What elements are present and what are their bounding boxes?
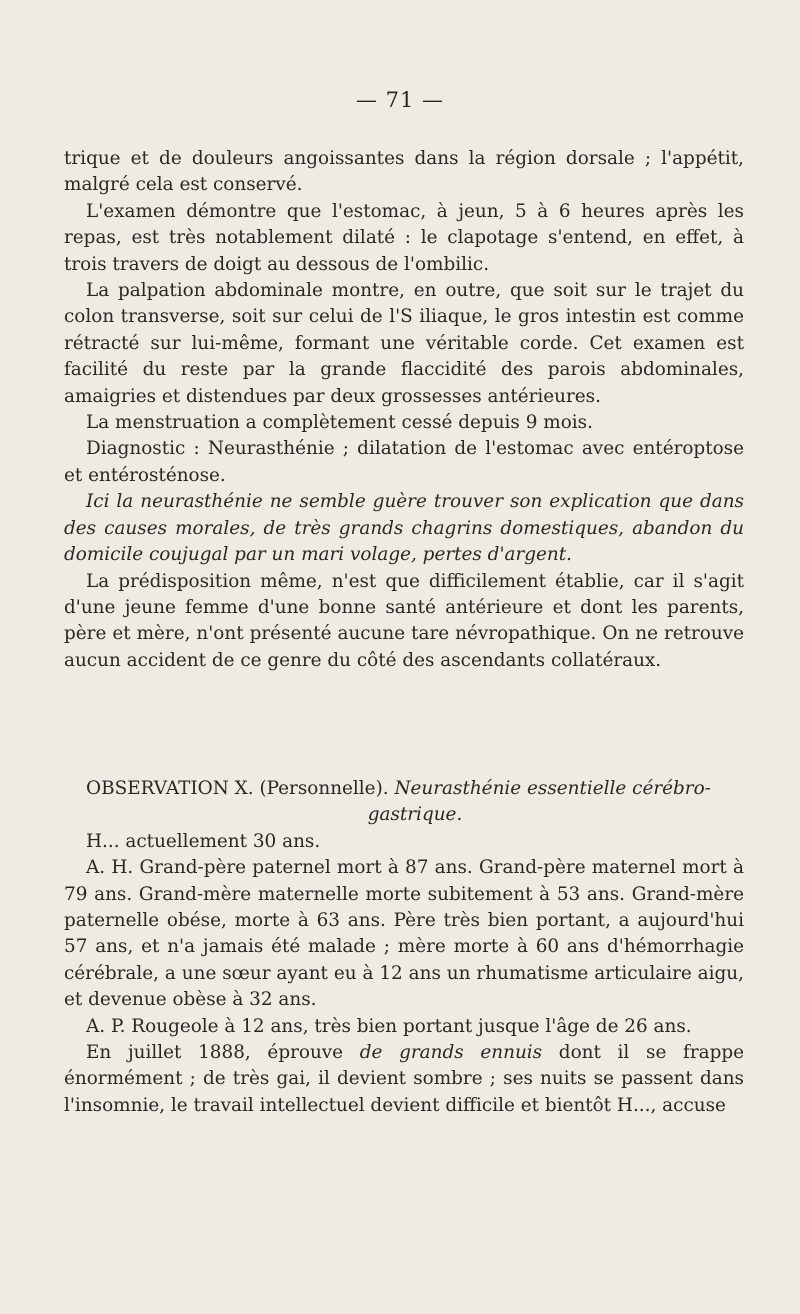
observation-heading-italic: Neurasthénie essentielle cérébro- (394, 778, 711, 799)
observation-heading-plain: OBSERVATION X. (Personnelle). (86, 778, 395, 799)
paragraph-history (64, 1040, 744, 1119)
paragraph-examen: L'examen démontre que l'estomac, à jeun, 5 à 6 heures après les repas, est très notablement dilaté : le clapotage s'entend, en effet, à trois travers de doigt au dessous de l'ombilic. (64, 200, 744, 275)
paragraph-palpation: La palpation abdominale montre, en outre, que soit sur le trajet du colon transverse, soit sur celui de l'S iliaque, le gros intestin est comme rétracté sur lui-même, formant une véritable corde. Cet examen est facilité du reste par la grande flaccidité des parois abdominales, amaigries et distendues par deux grossesses antérieures. (64, 280, 744, 407)
history-text-before: En juillet 1888, éprouve (86, 1042, 360, 1064)
paragraph-diagnostic: Diagnostic : Neurasthénie ; dilatation de l'estomac avec entéroptose et entérosténose. (64, 438, 744, 486)
history-text-after: dont il se frappe énormément ; de très gai, il devient sombre ; ses nuits se passent dans l'insomnie, le travail intellectuel devient difficile et bientôt H..., accuse (64, 1042, 744, 1116)
paragraph-antecedents-hereditaires: A. H. Grand-père paternel mort à 87 ans. Grand-père maternel mort à 79 ans. Grand-mère maternelle morte subitement à 53 ans. Grand-mère paternelle obése, morte à 63 ans. Père très bien portant, a aujourd'hui 57 ans, et n'a jamais été malade ; mère morte à 60 ans d'hémorrhagie cérébrale, a une sœur ayant eu à 12 ans un rhumatisme articulaire aigu, et devenue obèse à 32 ans. (64, 857, 744, 1011)
history-text-italic: de grands ennuis (359, 1042, 543, 1064)
paragraph-continuation: trique et de douleurs angoissantes dans la région dorsale ; l'appétit, malgré cela est conservé. (64, 148, 744, 196)
paragraph-menstruation: La menstruation a complètement cessé depuis 9 mois. (86, 412, 593, 434)
paragraph-antecedents-personnels: A. P. Rougeole à 12 ans, très bien portant jusque l'âge de 26 ans. (86, 1015, 692, 1037)
page-number: — 71 — (355, 88, 445, 112)
paragraph-predisposition: La prédisposition même, n'est que difficilement établie, car il s'agit d'une jeune femme d'une bonne santé antérieure et dont les parents, père et mère, n'ont présenté aucune tare névropathique. On ne retrouve aucun accident de ce genre du côté des ascendants collatéraux. (64, 570, 744, 671)
observation-subtitle: gastrique. (367, 804, 463, 826)
text-block-observation (64, 776, 744, 1119)
paragraph-patient-age: H... actuellement 30 ans. (86, 830, 321, 852)
text-block-top (64, 146, 744, 674)
paragraph-causes-italic: Ici la neurasthénie ne semble guère trouver son explication que dans des causes morales, de très grands chagrins domestiques, abandon du domicile coujugal par un mari volage, pertes d'argent. (64, 491, 744, 566)
observation-heading (64, 776, 744, 802)
